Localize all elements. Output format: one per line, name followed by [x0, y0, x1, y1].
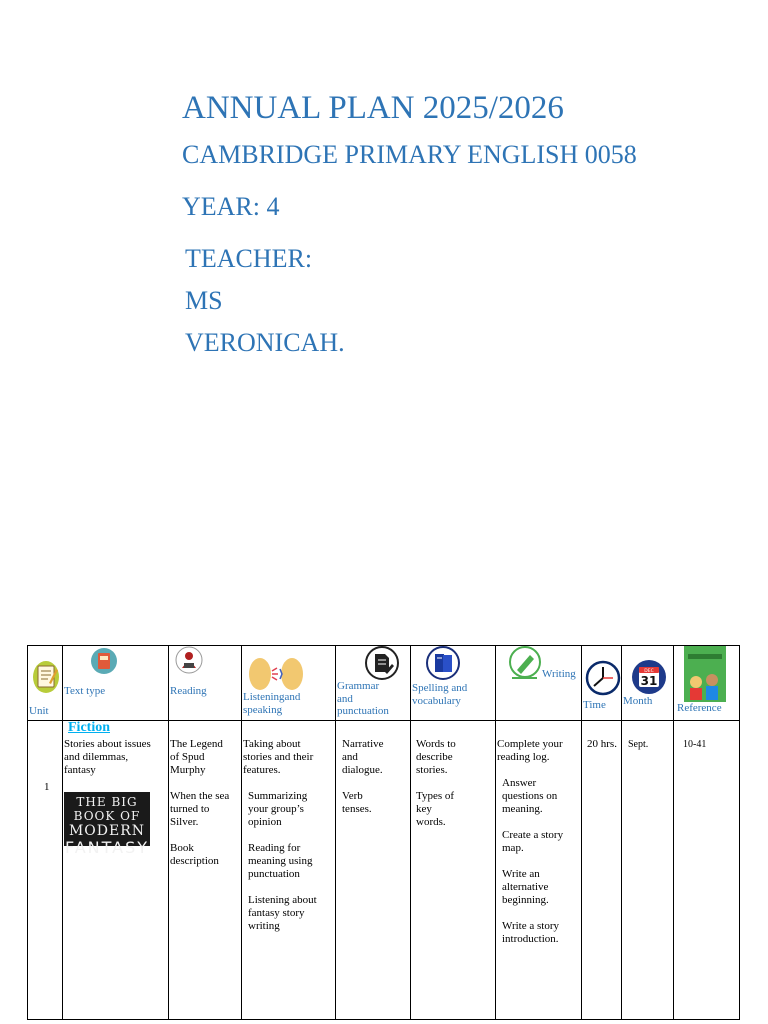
header-reference-label: Reference: [677, 702, 722, 714]
reading-content: The Legend of Spud Murphy When the sea turned to Silver. Book description: [170, 738, 230, 867]
text-type-description: Stories about issues and dilemmas, fantasy: [64, 738, 151, 776]
cell-time: [582, 721, 622, 1020]
teacher-title: MS: [185, 286, 223, 315]
spelling-content: Words to describe stories. Types of key words.: [416, 738, 456, 828]
cell-reading: [169, 721, 242, 1020]
annual-plan-table: [27, 645, 740, 1020]
header-grammar-label: Grammar and punctuation: [337, 680, 389, 717]
header-grammar: [336, 646, 411, 721]
header-text-type: [63, 646, 169, 721]
writing-content: Complete your reading log. Answer questions on meaning. Create a story map. Write an alternative beginning. Write a story introduction.: [497, 738, 564, 945]
cell-month: [622, 721, 674, 1020]
reader-icon: [174, 646, 204, 674]
cell-reference: [674, 721, 740, 1020]
section-heading-fiction: Fiction: [68, 720, 110, 735]
unit-number: 1: [44, 781, 50, 793]
table-header-row: [28, 646, 740, 721]
textbook-cover-icon: [684, 646, 726, 702]
header-time: [582, 646, 622, 721]
calendar-icon: [631, 659, 667, 695]
document-pen-icon: [365, 646, 399, 680]
header-unit-label: Unit: [29, 705, 49, 717]
cell-grammar: [336, 721, 411, 1020]
header-reading: [169, 646, 242, 721]
book-cover-image: THE BIG BOOK OF MODERN FANTASY: [64, 792, 150, 846]
header-month: [622, 646, 674, 721]
header-listening-label: Listeningand speaking: [243, 691, 301, 716]
header-time-label: Time: [583, 699, 606, 711]
table-row: [28, 721, 740, 1020]
svg-text:31: 31: [640, 674, 658, 688]
header-writing-label: Writing: [542, 668, 576, 680]
month-value: Sept.: [628, 739, 649, 750]
page-title: ANNUAL PLAN 2025/2026: [182, 90, 564, 126]
header-writing: [496, 646, 582, 721]
listening-content: Taking about stories and their features. Summarizing your group’s opinion Reading for meaning using punctuation Listening about fantasy story writing: [243, 738, 317, 932]
header-month-label: Month: [623, 695, 653, 707]
notepad-icon: [32, 659, 60, 693]
cell-text-type: [63, 721, 169, 1020]
cell-writing: [496, 721, 582, 1020]
header-unit: [28, 646, 63, 721]
teacher-label: TEACHER:: [185, 244, 313, 273]
reference-value: 10-41: [683, 739, 707, 750]
book-icon: [90, 647, 118, 675]
cell-listening-speaking: [242, 721, 336, 1020]
cell-unit: [28, 721, 63, 1020]
header-listening-speaking: [242, 646, 336, 721]
teacher-name: VERONICAH.: [185, 328, 345, 357]
listening-heads-icon: [248, 657, 304, 691]
grammar-content: Narrative and dialogue. Verb tenses.: [342, 738, 384, 815]
header-reference: [674, 646, 740, 721]
header-reading-label: Reading: [170, 685, 207, 697]
course-title: CAMBRIDGE PRIMARY ENGLISH 0058: [182, 140, 637, 169]
header-spelling-label: Spelling and vocabulary: [412, 682, 468, 707]
pencil-icon: [507, 646, 543, 680]
header-spelling: [411, 646, 496, 721]
year-label: YEAR: 4: [182, 192, 280, 221]
cell-spelling: [411, 721, 496, 1020]
svg-text:DEC: DEC: [644, 669, 654, 674]
clock-icon: [586, 659, 620, 697]
header-text-type-label: Text type: [64, 685, 106, 697]
time-value: 20 hrs.: [587, 738, 617, 750]
books-icon: [425, 646, 461, 680]
